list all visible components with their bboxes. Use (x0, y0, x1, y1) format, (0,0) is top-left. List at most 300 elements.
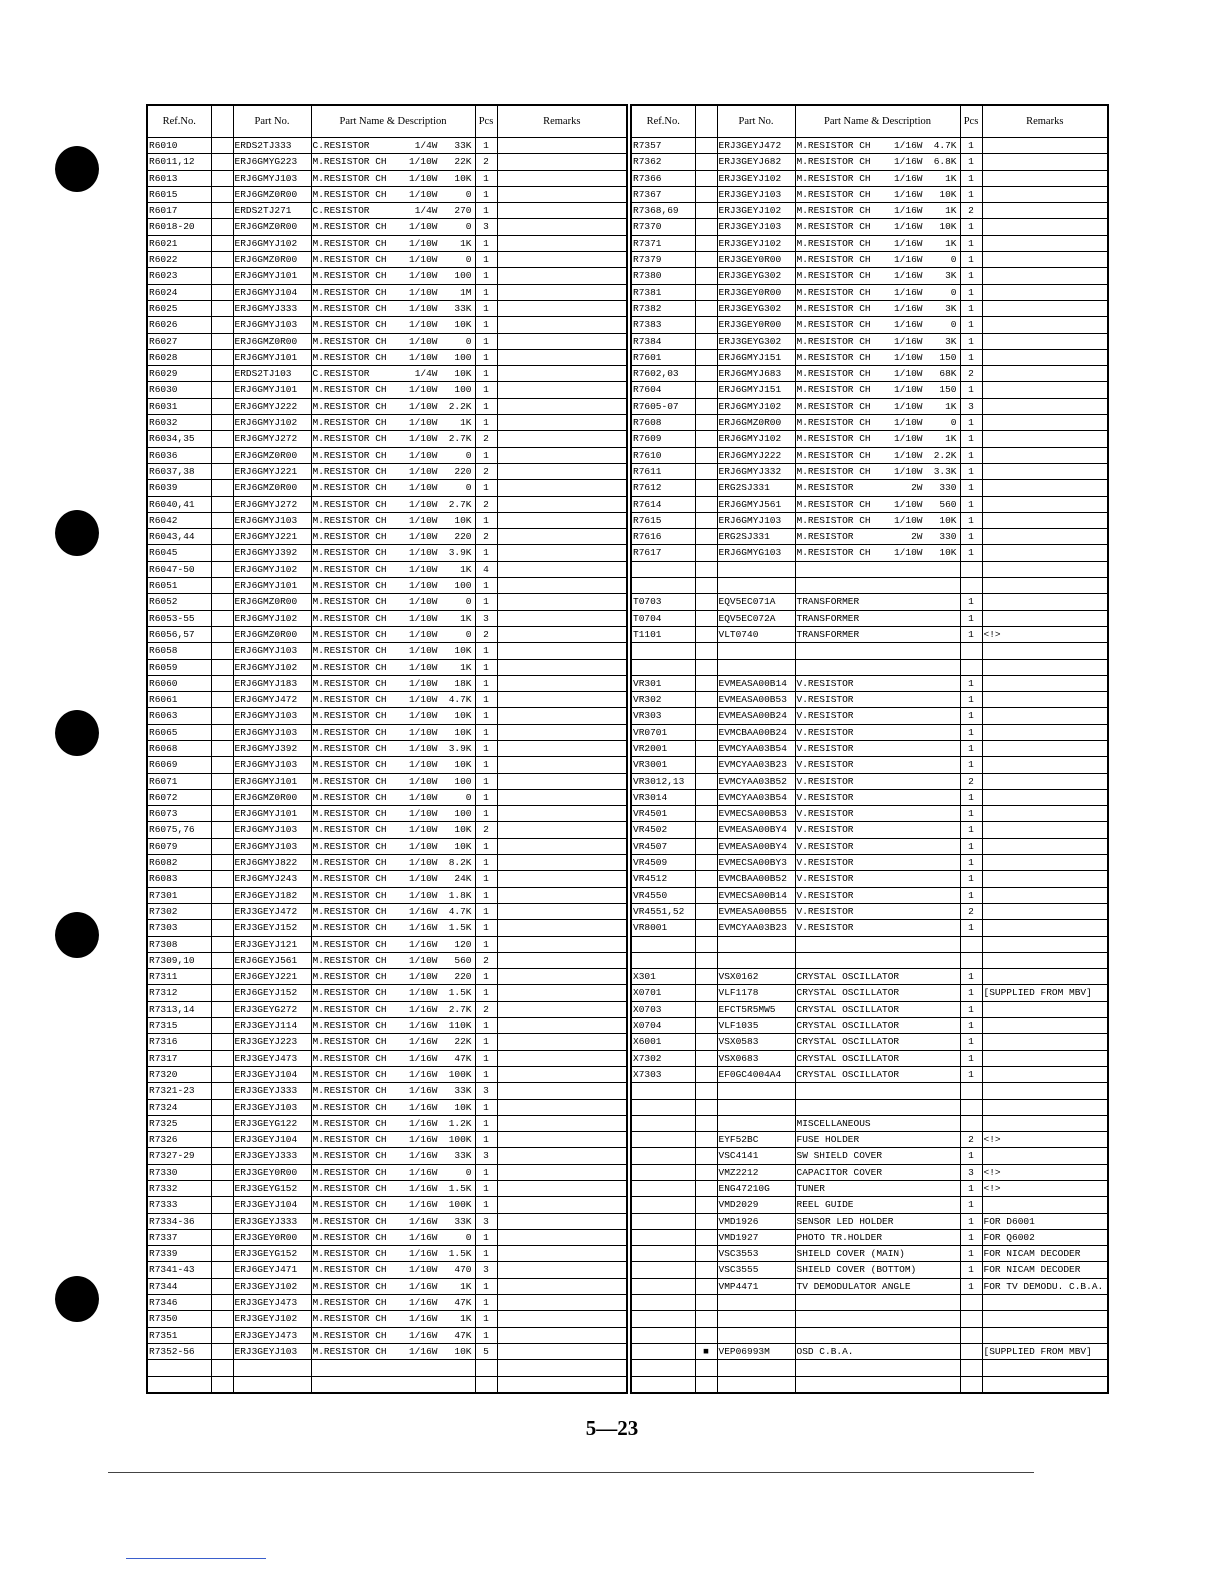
part-value: 3.9K (448, 547, 472, 559)
cell-part-no: ERJ6GMYJ392 (233, 740, 311, 756)
part-value: 4.7K (448, 694, 472, 706)
part-name-text: M.RESISTOR CH (796, 172, 871, 184)
table-row (147, 480, 627, 496)
header-part-no: Part No. (233, 105, 311, 138)
cell-remarks (497, 382, 627, 398)
cell-remarks (982, 1360, 1108, 1376)
cell-part-name (311, 252, 475, 268)
cell-part-name (795, 268, 960, 284)
part-rating: 1/10W (893, 465, 923, 477)
part-name-text: V.RESISTOR (796, 922, 854, 934)
cell-part-name (795, 594, 960, 610)
part-value: 1K (460, 1313, 472, 1325)
part-rating (854, 676, 927, 691)
cell-mark (211, 1132, 233, 1148)
cell-part-name (311, 186, 475, 202)
part-name-text: M.RESISTOR CH (312, 319, 387, 331)
table-row (147, 561, 627, 577)
cell-pcs: 2 (475, 463, 497, 479)
cell-pcs: 1 (960, 415, 982, 431)
cell-mark (211, 1083, 233, 1099)
cell-ref-no: R7380 (631, 268, 695, 284)
table-row (147, 871, 627, 887)
part-value: 10K (939, 221, 957, 233)
cell-pcs: 1 (475, 1018, 497, 1034)
part-value: 4.7K (933, 140, 957, 151)
cell-ref-no: R6036 (147, 447, 211, 463)
cell-pcs: 1 (475, 1311, 497, 1327)
table-row (147, 1148, 627, 1164)
cell-remarks (497, 366, 627, 382)
cell-part-name (311, 692, 475, 708)
cell-part-name (795, 789, 960, 805)
cell-ref-no: R7367 (631, 186, 695, 202)
cell-part-no: ERJ3GEYJ102 (717, 170, 795, 186)
part-rating: 1/4W (414, 140, 438, 151)
table-row (147, 838, 627, 854)
table-row (147, 1181, 627, 1197)
part-name-text: C.RESISTOR (312, 140, 370, 151)
cell-part-name (311, 138, 475, 154)
cell-pcs: 1 (475, 659, 497, 675)
cell-mark (211, 675, 233, 691)
cell-ref-no (631, 1343, 695, 1359)
cell-mark (211, 1018, 233, 1034)
part-name-text: V.RESISTOR (796, 824, 854, 836)
cell-remarks (982, 920, 1108, 936)
part-rating: 1/10W (408, 531, 438, 543)
cell-part-name (795, 1034, 960, 1050)
cell-part-no: ERJ6GMYJ103 (233, 822, 311, 838)
cell-ref-no: R7341-43 (147, 1262, 211, 1278)
table-row (631, 252, 1108, 268)
table-row (147, 382, 627, 398)
cell-part-no: ERJ6GMYJ221 (233, 529, 311, 545)
cell-mark (695, 1164, 717, 1180)
part-value: 10K (454, 840, 472, 852)
part-name-text: CAPACITOR COVER (796, 1166, 883, 1178)
part-rating (859, 611, 926, 626)
part-name-text: TV DEMODULATOR ANGLE (796, 1280, 911, 1292)
table-row (631, 838, 1108, 854)
part-rating (854, 839, 927, 854)
part-name-text: M.RESISTOR CH (312, 531, 387, 543)
cell-pcs: 1 (960, 920, 982, 936)
part-value: 270 (454, 205, 472, 217)
cell-remarks (497, 789, 627, 805)
cell-part-name (795, 920, 960, 936)
cell-pcs: 1 (475, 512, 497, 528)
part-value: 33K (454, 140, 472, 151)
part-rating: 1/10W (893, 400, 923, 412)
cell-part-name (795, 1376, 960, 1393)
cell-ref-no: T1101 (631, 626, 695, 642)
part-rating: 1/10W (408, 351, 438, 363)
part-name-text: CRYSTAL OSCILLATOR (796, 1052, 900, 1064)
part-name-text: M.RESISTOR CH (312, 335, 387, 347)
cell-ref-no: R7308 (147, 936, 211, 952)
part-name-text: CRYSTAL OSCILLATOR (796, 971, 900, 983)
cell-ref-no: R7326 (147, 1132, 211, 1148)
cell-pcs: 1 (475, 1229, 497, 1245)
cell-ref-no: R7311 (147, 969, 211, 985)
cell-mark (211, 757, 233, 773)
cell-ref-no: R6079 (147, 838, 211, 854)
cell-remarks (982, 1099, 1108, 1115)
part-value: 10K (454, 645, 472, 657)
part-value: 100 (454, 384, 472, 396)
part-rating: 1/10W (893, 417, 923, 429)
part-value (927, 1181, 959, 1196)
part-value: 330 (939, 531, 957, 543)
part-name-text: M.RESISTOR CH (312, 1345, 387, 1357)
cell-ref-no: R7379 (631, 252, 695, 268)
cell-mark (211, 903, 233, 919)
cell-mark (211, 300, 233, 316)
part-rating (854, 1344, 927, 1359)
cell-pcs: 1 (960, 1018, 982, 1034)
cell-part-name (311, 1066, 475, 1082)
table-row (631, 757, 1108, 773)
cell-remarks (982, 822, 1108, 838)
cell-part-name (311, 1083, 475, 1099)
part-rating: 1/16W (408, 938, 438, 950)
table-row (631, 952, 1108, 968)
cell-ref-no: VR4507 (631, 838, 695, 854)
cell-remarks (497, 284, 627, 300)
cell-part-name (795, 1229, 960, 1245)
cell-part-no: ERJ6GMYJ102 (233, 659, 311, 675)
table-row (631, 333, 1108, 349)
part-value: 1.2K (448, 1117, 472, 1129)
part-rating: 1/16W (408, 1313, 438, 1325)
cell-remarks (497, 561, 627, 577)
cell-pcs: 1 (475, 692, 497, 708)
part-name-text: V.RESISTOR (796, 759, 854, 771)
cell-ref-no (631, 1376, 695, 1393)
table-row (147, 235, 627, 251)
cell-mark (695, 952, 717, 968)
cell-mark (211, 773, 233, 789)
part-name-text: M.RESISTOR CH (312, 270, 387, 282)
part-value: 1K (460, 661, 472, 673)
part-value: 2.7K (448, 1003, 472, 1015)
cell-pcs: 1 (475, 317, 497, 333)
part-value: 100 (454, 351, 472, 363)
cell-ref-no: R6031 (147, 398, 211, 414)
cell-remarks (497, 724, 627, 740)
cell-mark (211, 1229, 233, 1245)
cell-mark (695, 1066, 717, 1082)
cell-pcs (960, 1376, 982, 1393)
cell-pcs: 1 (475, 268, 497, 284)
cell-part-name (311, 740, 475, 756)
cell-pcs: 3 (475, 1083, 497, 1099)
cell-ref-no: R6083 (147, 871, 211, 887)
cell-part-no (717, 1083, 795, 1099)
cell-mark (211, 855, 233, 871)
cell-part-name (311, 235, 475, 251)
cell-part-no: EVMCYAA03B52 (717, 773, 795, 789)
table-row (147, 659, 627, 675)
part-rating: 1/16W (408, 1248, 438, 1260)
cell-part-name (795, 969, 960, 985)
part-value (927, 1067, 959, 1082)
cell-ref-no: R6063 (147, 708, 211, 724)
cell-pcs: 1 (475, 740, 497, 756)
cell-part-no (717, 936, 795, 952)
cell-part-no: EYF52BC (717, 1132, 795, 1148)
cell-remarks (497, 349, 627, 365)
cell-ref-no: R7612 (631, 480, 695, 496)
footer-rule (108, 1472, 1034, 1473)
cell-mark (211, 952, 233, 968)
part-rating: 1/10W (408, 791, 438, 803)
part-value: 1K (945, 400, 957, 412)
cell-remarks: FOR Q6002 (982, 1229, 1108, 1245)
cell-part-no: ERJ6GMZ0R00 (233, 252, 311, 268)
cell-pcs: 1 (475, 398, 497, 414)
cell-mark (695, 317, 717, 333)
cell-mark (695, 1376, 717, 1393)
cell-part-no: ERJ3GEYJ473 (233, 1327, 311, 1343)
cell-part-no: VMD1926 (717, 1213, 795, 1229)
table-row (147, 773, 627, 789)
cell-mark (695, 578, 717, 594)
header-ref-no: Ref.No. (147, 105, 211, 138)
table-row (631, 1278, 1108, 1294)
table-row (631, 154, 1108, 170)
cell-ref-no: R7316 (147, 1034, 211, 1050)
cell-pcs: 1 (960, 529, 982, 545)
cell-pcs: 1 (960, 708, 982, 724)
cell-part-no: ERJ6GMYJ103 (233, 643, 311, 659)
cell-ref-no: R6037,38 (147, 463, 211, 479)
part-name-text: M.RESISTOR CH (312, 922, 387, 934)
cell-ref-no: VR2001 (631, 740, 695, 756)
cell-pcs: 1 (960, 138, 982, 154)
cell-mark (211, 366, 233, 382)
cell-remarks (497, 529, 627, 545)
part-value (927, 676, 959, 691)
cell-part-no: ERJ3GEYJ114 (233, 1018, 311, 1034)
part-name-text: M.RESISTOR (796, 531, 854, 543)
part-value: 1.8K (448, 889, 472, 901)
cell-pcs: 1 (960, 170, 982, 186)
cell-pcs: 1 (960, 626, 982, 642)
cell-part-name (311, 1246, 475, 1262)
cell-remarks (982, 480, 1108, 496)
part-rating (882, 1148, 926, 1163)
part-value (927, 871, 959, 886)
cell-ref-no: VR302 (631, 692, 695, 708)
part-value (927, 790, 959, 805)
part-name-text: M.RESISTOR CH (796, 384, 871, 396)
cell-part-no: EVMECSA00B14 (717, 887, 795, 903)
cell-part-name (795, 480, 960, 496)
part-value: 3.9K (448, 742, 472, 754)
part-rating (854, 806, 927, 821)
cell-part-name (795, 1246, 960, 1262)
cell-pcs (960, 561, 982, 577)
cell-remarks (982, 1001, 1108, 1017)
cell-ref-no: R6043,44 (147, 529, 211, 545)
table-row (631, 235, 1108, 251)
table-row (631, 1213, 1108, 1229)
cell-part-name (795, 985, 960, 1001)
table-row (147, 1278, 627, 1294)
part-rating (899, 969, 926, 984)
table-row (147, 170, 627, 186)
table-row (631, 545, 1108, 561)
cell-ref-no: VR4512 (631, 871, 695, 887)
cell-pcs (960, 1327, 982, 1343)
part-value: 10K (939, 188, 957, 200)
cell-mark (695, 806, 717, 822)
part-value: 220 (454, 465, 472, 477)
part-rating (899, 985, 926, 1000)
table-row (147, 1083, 627, 1099)
cell-pcs: 4 (475, 561, 497, 577)
cell-mark (695, 415, 717, 431)
part-name-text: REEL GUIDE (796, 1199, 854, 1211)
cell-mark (211, 1001, 233, 1017)
cell-pcs: 1 (960, 692, 982, 708)
cell-pcs: 5 (475, 1343, 497, 1359)
part-value (927, 1002, 959, 1017)
cell-pcs: 2 (475, 626, 497, 642)
punch-hole-4 (55, 912, 99, 958)
cell-ref-no (631, 1197, 695, 1213)
part-name-text: M.RESISTOR CH (796, 400, 871, 412)
part-name-text: CRYSTAL OSCILLATOR (796, 987, 900, 999)
cell-pcs: 1 (475, 675, 497, 691)
cell-remarks (982, 1376, 1108, 1393)
table-row (631, 920, 1108, 936)
cell-mark (211, 920, 233, 936)
cell-remarks (497, 1376, 627, 1393)
cell-part-no: ERJ3GEYJ223 (233, 1034, 311, 1050)
table-row (631, 1018, 1108, 1034)
table-row (631, 268, 1108, 284)
cell-part-no: ERJ6GMZ0R00 (233, 626, 311, 642)
cell-pcs: 1 (475, 415, 497, 431)
part-name-text: M.RESISTOR CH (796, 302, 871, 314)
part-value: 10K (454, 726, 472, 738)
cell-part-name (311, 1001, 475, 1017)
cell-mark (695, 268, 717, 284)
cell-part-name (311, 431, 475, 447)
cell-part-no: ERJ6GMYJ101 (233, 382, 311, 398)
table-row (631, 431, 1108, 447)
table-row (631, 300, 1108, 316)
table-row (147, 855, 627, 871)
part-value: 3K (945, 270, 957, 282)
cell-part-name (311, 529, 475, 545)
cell-ref-no: R6024 (147, 284, 211, 300)
cell-mark (211, 659, 233, 675)
cell-part-no: ERJ6GMYJ102 (233, 415, 311, 431)
part-name-text: MISCELLANEOUS (796, 1117, 871, 1129)
part-name-text: CRYSTAL OSCILLATOR (796, 1020, 900, 1032)
cell-part-no: ERJ6GMYJ103 (233, 708, 311, 724)
part-rating (854, 1197, 927, 1212)
cell-pcs: 1 (960, 969, 982, 985)
part-rating: 1/10W (893, 351, 923, 363)
cell-ref-no: R7617 (631, 545, 695, 561)
cell-mark (211, 349, 233, 365)
part-rating: 1/10W (408, 628, 438, 640)
cell-mark (695, 887, 717, 903)
table-row (147, 1197, 627, 1213)
table-row (147, 1066, 627, 1082)
cell-ref-no: X7302 (631, 1050, 695, 1066)
table-row (147, 1229, 627, 1245)
cell-remarks: FOR D6001 (982, 1213, 1108, 1229)
cell-part-no: ERJ3GEYJ102 (717, 235, 795, 251)
part-rating (916, 1262, 926, 1277)
table-row (631, 969, 1108, 985)
cell-mark (695, 300, 717, 316)
cell-remarks (497, 1311, 627, 1327)
cell-remarks (982, 789, 1108, 805)
table-row (147, 415, 627, 431)
cell-part-no: ERDS2TJ333 (233, 138, 311, 154)
cell-pcs: 2 (960, 1132, 982, 1148)
cell-remarks (497, 154, 627, 170)
cell-remarks: FOR NICAM DECODER (982, 1262, 1108, 1278)
cell-ref-no (631, 643, 695, 659)
part-value: 2.7K (448, 433, 472, 445)
cell-pcs (960, 643, 982, 659)
part-rating: 1/10W (408, 612, 438, 624)
part-value: 1K (460, 237, 472, 249)
table-row (631, 936, 1108, 952)
cell-ref-no (631, 952, 695, 968)
part-rating: 1/4W (414, 368, 438, 380)
cell-pcs (960, 659, 982, 675)
part-value: 0 (465, 596, 472, 608)
cell-part-name (311, 333, 475, 349)
table-row (147, 529, 627, 545)
cell-part-no: EQV5EC072A (717, 610, 795, 626)
cell-ref-no: R7303 (147, 920, 211, 936)
cell-remarks (982, 855, 1108, 871)
cell-part-no: ERJ3GEY0R00 (717, 317, 795, 333)
cell-part-no: ERJ3GEYJ682 (717, 154, 795, 170)
cell-ref-no: VR4502 (631, 822, 695, 838)
cell-pcs: 2 (475, 822, 497, 838)
cell-pcs: 1 (475, 969, 497, 985)
cell-part-name (795, 447, 960, 463)
cell-mark (211, 186, 233, 202)
part-rating: 1/16W (408, 1215, 438, 1227)
cell-pcs: 1 (960, 1278, 982, 1294)
cell-part-name (311, 349, 475, 365)
table-row (631, 1099, 1108, 1115)
cell-pcs: 1 (960, 235, 982, 251)
part-name-text: V.RESISTOR (796, 840, 854, 852)
cell-pcs: 1 (960, 252, 982, 268)
cell-pcs: 1 (475, 186, 497, 202)
cell-pcs: 1 (475, 349, 497, 365)
cell-part-name (795, 1018, 960, 1034)
part-name-text: SHIELD COVER (MAIN) (796, 1248, 905, 1260)
cell-pcs (960, 1343, 982, 1359)
cell-remarks (982, 415, 1108, 431)
cell-ref-no: R7366 (631, 170, 695, 186)
part-rating: 1/16W (893, 302, 923, 314)
